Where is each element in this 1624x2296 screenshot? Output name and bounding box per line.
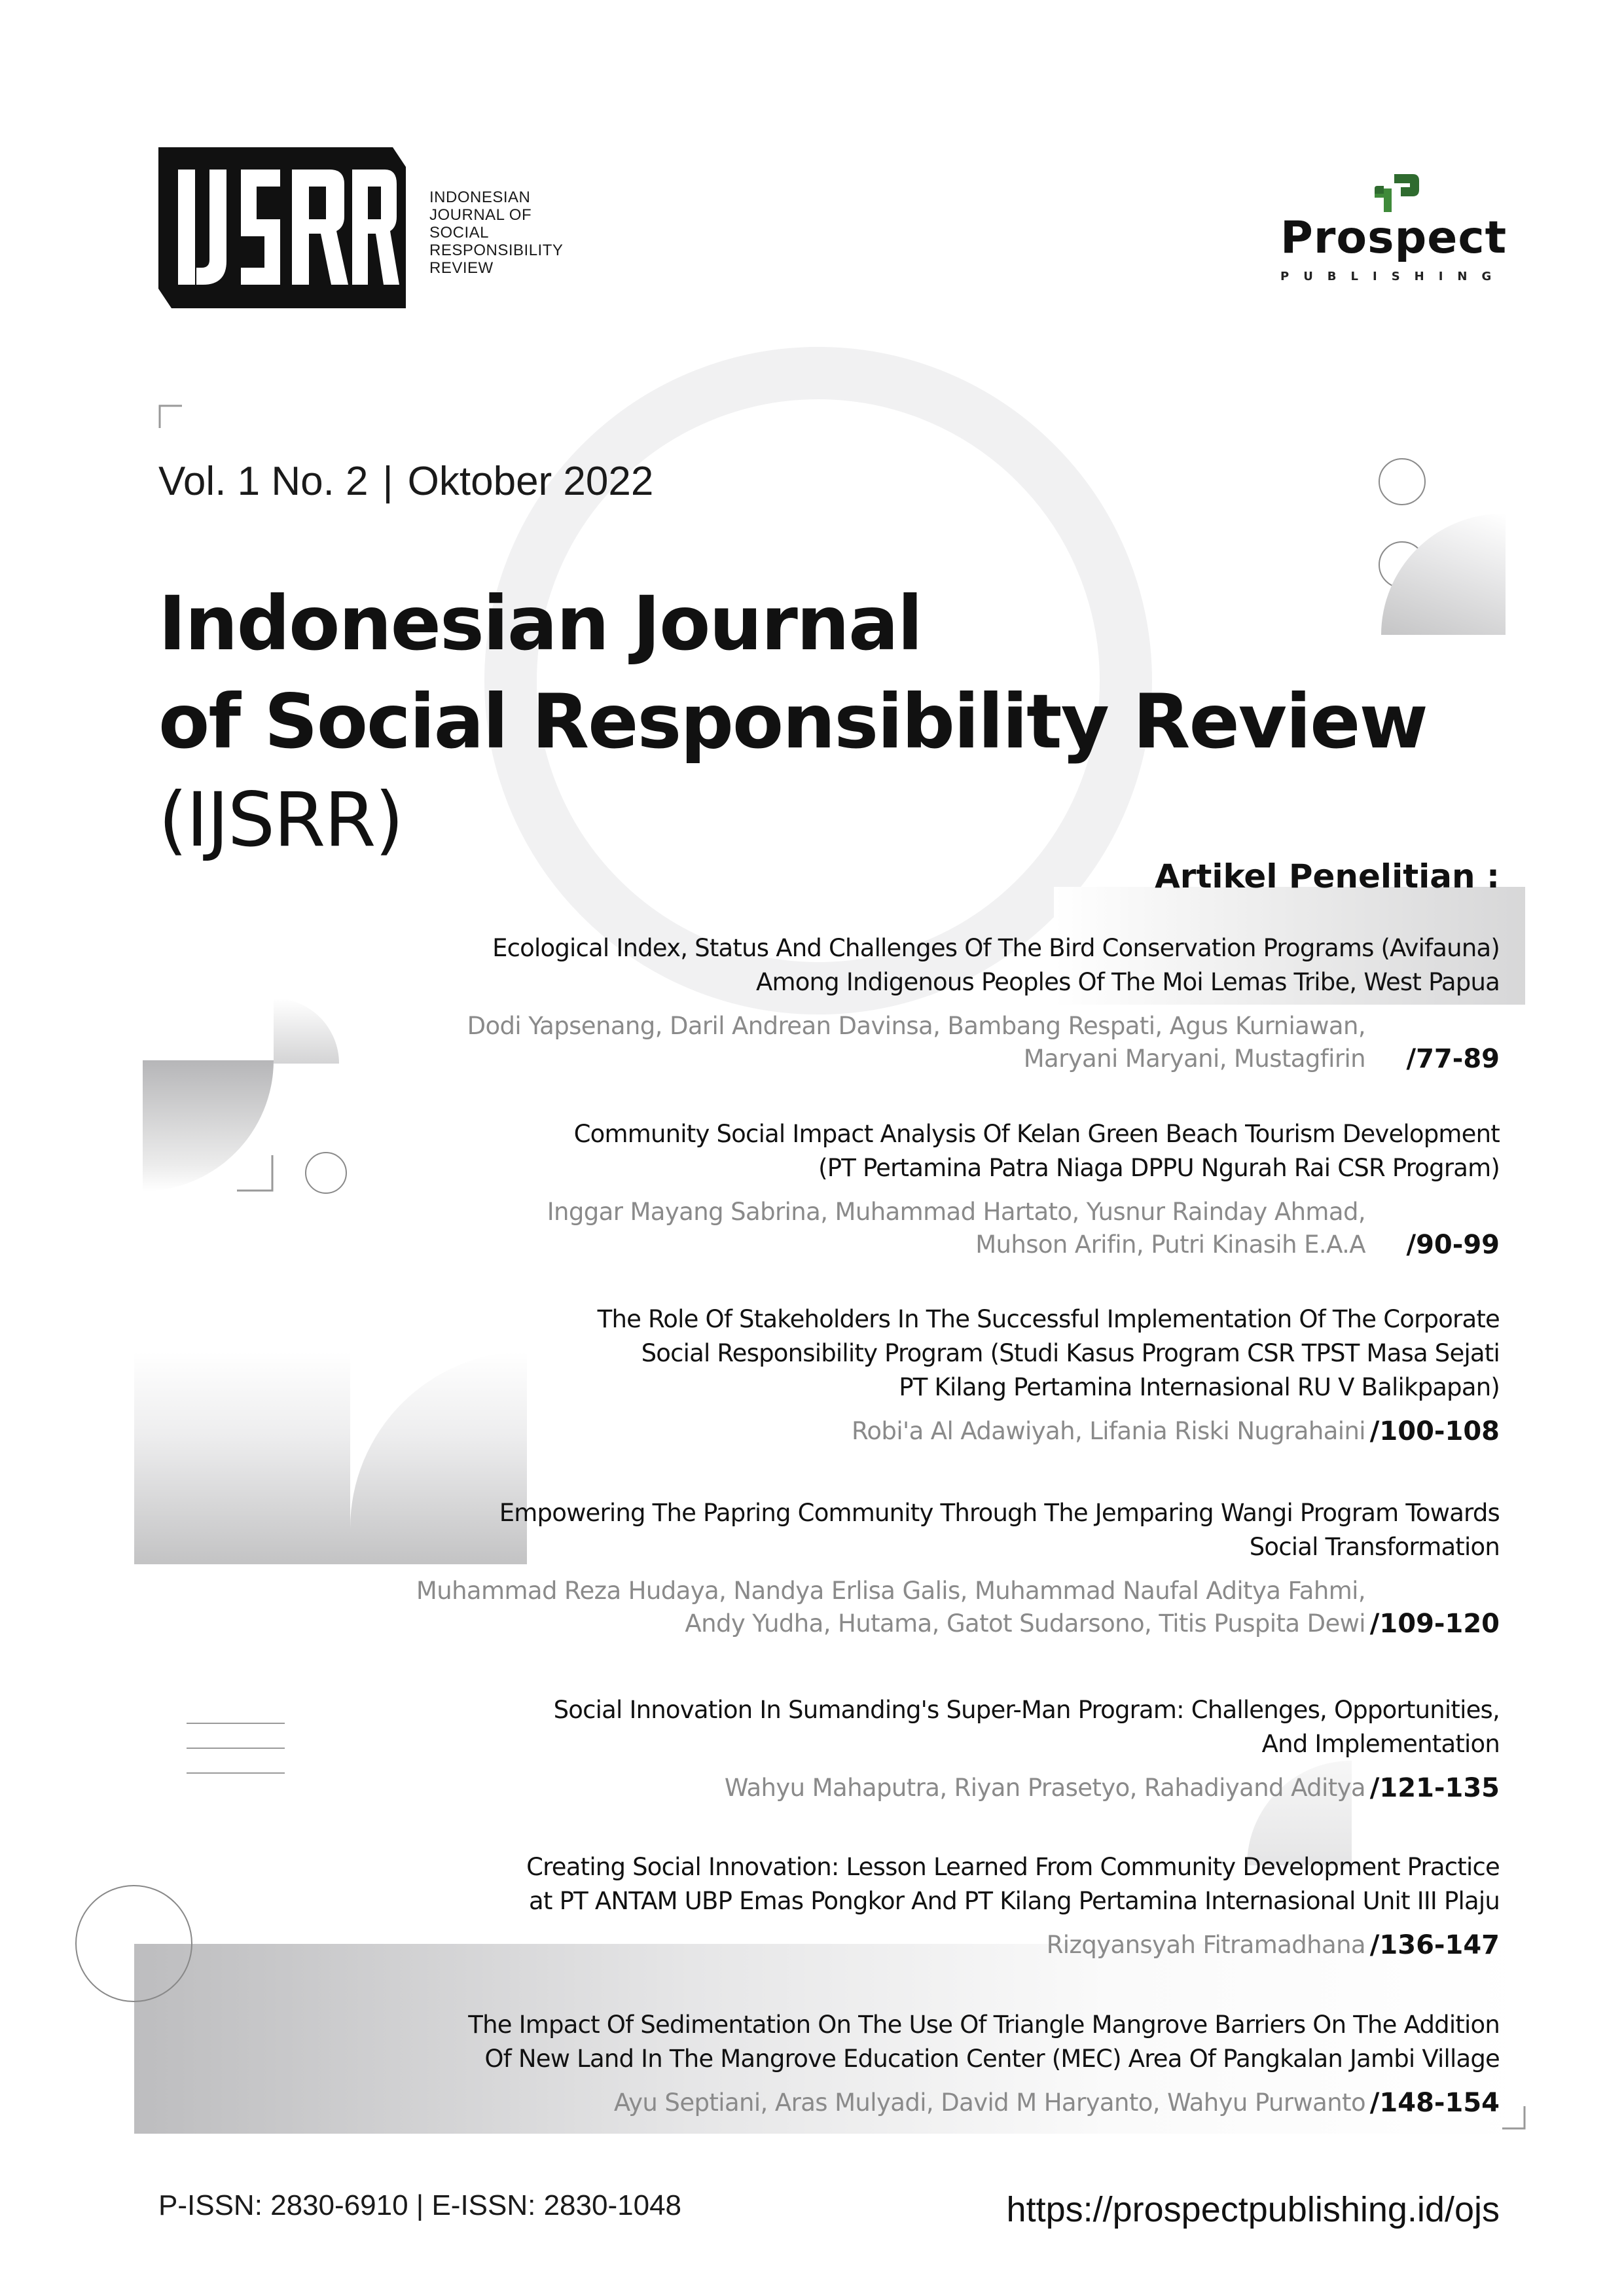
article-pages: /136-147	[1369, 1930, 1500, 1960]
corner-bracket-bottom	[1502, 2106, 1526, 2130]
article-meta	[256, 1772, 1500, 1804]
article-title[interactable]	[256, 2008, 1500, 2076]
deco-circle-1	[1379, 458, 1426, 505]
article-item[interactable]	[256, 1496, 1500, 1640]
corner-bracket-top	[158, 404, 182, 428]
journal-logo-subtitle	[429, 188, 586, 277]
author-line: Dodi Yapsenang, Daril Andrean Davinsa, Bambang Respati, Agus Kurniawan,	[467, 1012, 1365, 1040]
issue-volume: Vol. 1 No. 2	[158, 459, 369, 504]
article-authors	[256, 1772, 1500, 1804]
article-authors	[256, 1929, 1500, 1962]
issue-info	[158, 458, 653, 505]
article-title[interactable]	[256, 1693, 1500, 1761]
article-title-line: The Role Of Stakeholders In The Successful Implementation Of The Corporate	[597, 1305, 1500, 1333]
title-line-2: of Social Responsibility Review	[158, 678, 1427, 765]
publisher-name: Prospect	[1280, 212, 1507, 264]
author-line: Robi'a Al Adawiyah, Lifania Riski Nugrahaini	[851, 1417, 1365, 1445]
article-pages: /148-154	[1369, 2088, 1500, 2118]
article-authors	[256, 1415, 1500, 1448]
author-line: Maryani Maryani, Mustagfirin	[1023, 1045, 1365, 1073]
article-title[interactable]	[256, 1496, 1500, 1564]
article-meta	[256, 1010, 1500, 1075]
article-title[interactable]	[256, 931, 1500, 999]
deco-circle-4	[75, 1885, 192, 2002]
article-item[interactable]	[256, 2008, 1500, 2119]
article-meta	[256, 2087, 1500, 2119]
article-meta	[256, 1575, 1500, 1640]
article-item[interactable]	[256, 1693, 1500, 1804]
publisher-logo	[1280, 171, 1507, 289]
issn-info: P-ISSN: 2830-6910 | E-ISSN: 2830-1048	[158, 2189, 682, 2221]
author-line: Muhson Arifin, Putri Kinasih E.A.A	[975, 1230, 1365, 1259]
article-title-line: (PT Pertamina Patra Niaga DPPU Ngurah Rai CSR Program)	[818, 1154, 1500, 1182]
article-title-line: PT Kilang Pertamina Internasional RU V Balikpapan)	[899, 1373, 1500, 1401]
article-title-line: Ecological Index, Status And Challenges Of The Bird Conservation Programs (Avifauna)	[492, 934, 1500, 962]
author-line: Ayu Septiani, Aras Mulyadi, David M Haryanto, Wahyu Purwanto	[613, 2089, 1365, 2117]
logo-line: INDONESIAN	[429, 188, 531, 206]
logo-line: SOCIAL	[429, 224, 490, 242]
article-item[interactable]	[256, 1302, 1500, 1448]
journal-title	[158, 575, 1427, 869]
journal-url-link[interactable]: https://prospectpublishing.id/ojs	[1006, 2190, 1500, 2229]
publisher-tagline: PUBLISHING	[1280, 270, 1506, 283]
article-authors	[256, 1575, 1500, 1640]
author-line: Inggar Mayang Sabrina, Muhammad Hartato, Yusnur Rainday Ahmad,	[547, 1198, 1365, 1226]
ijsrr-logo-mark	[158, 147, 406, 308]
logo-line: REVIEW	[429, 259, 494, 277]
article-title-line: Among Indigenous Peoples Of The Moi Lemas Tribe, West Papua	[755, 968, 1500, 996]
title-line-1: Indonesian Journal	[158, 580, 922, 667]
article-title-line: Social Innovation In Sumanding's Super-Man Program: Challenges, Opportunities,	[553, 1696, 1500, 1724]
article-title-line: Community Social Impact Analysis Of Kelan Green Beach Tourism Development	[573, 1120, 1500, 1148]
article-pages: /109-120	[1369, 1609, 1500, 1639]
article-item[interactable]	[256, 1117, 1500, 1261]
article-item[interactable]	[256, 1850, 1500, 1962]
author-line: Andy Yudha, Hutama, Gatot Sudarsono, Titis Puspita Dewi	[685, 1609, 1365, 1638]
article-title-line: The Impact Of Sedimentation On The Use Of Triangle Mangrove Barriers On The Addition	[468, 2011, 1500, 2039]
article-pages: /121-135	[1369, 1773, 1500, 1803]
article-title[interactable]	[256, 1117, 1500, 1185]
article-title-line: Empowering The Papring Community Through The Jemparing Wangi Program Towards	[499, 1499, 1500, 1527]
article-title-line: at PT ANTAM UBP Emas Pongkor And PT Kilang Pertamina Internasional Unit III Plaju	[529, 1887, 1500, 1915]
article-title[interactable]	[256, 1302, 1500, 1405]
article-pages: /77-89	[1406, 1044, 1500, 1074]
article-pages: /90-99	[1406, 1230, 1500, 1260]
article-title-line: And Implementation	[1261, 1730, 1500, 1758]
article-title[interactable]	[256, 1850, 1500, 1918]
logo-line: JOURNAL OF	[429, 206, 532, 224]
author-line: Wahyu Mahaputra, Riyan Prasetyo, Rahadiyand Aditya	[724, 1774, 1365, 1802]
article-title-line: Of New Land In The Mangrove Education Center (MEC) Area Of Pangkalan Jambi Village	[484, 2045, 1500, 2073]
article-title-line: Creating Social Innovation: Lesson Learned From Community Development Practice	[526, 1853, 1500, 1881]
article-title-line: Social Responsibility Program (Studi Kasus Program CSR TPST Masa Sejati	[641, 1339, 1500, 1367]
issue-separator: |	[382, 459, 393, 504]
section-label: Artikel Penelitian :	[1155, 857, 1500, 895]
article-meta	[256, 1415, 1500, 1448]
issue-date: Oktober 2022	[407, 459, 654, 504]
prospect-leaf-icon	[1372, 171, 1420, 215]
article-authors	[256, 1196, 1500, 1261]
logo-line: RESPONSIBILITY	[429, 242, 564, 259]
author-line: Muhammad Reza Hudaya, Nandya Erlisa Galis, Muhammad Naufal Aditya Fahmi,	[416, 1577, 1365, 1605]
article-title-line: Social Transformation	[1249, 1533, 1500, 1561]
article-item[interactable]	[256, 931, 1500, 1075]
article-meta	[256, 1196, 1500, 1261]
article-pages: /100-108	[1369, 1416, 1500, 1446]
article-meta	[256, 1929, 1500, 1962]
article-authors	[256, 2087, 1500, 2119]
article-authors	[256, 1010, 1500, 1075]
author-line: Rizqyansyah Fitramadhana	[1046, 1931, 1365, 1959]
title-line-3: (IJSRR)	[158, 776, 403, 863]
